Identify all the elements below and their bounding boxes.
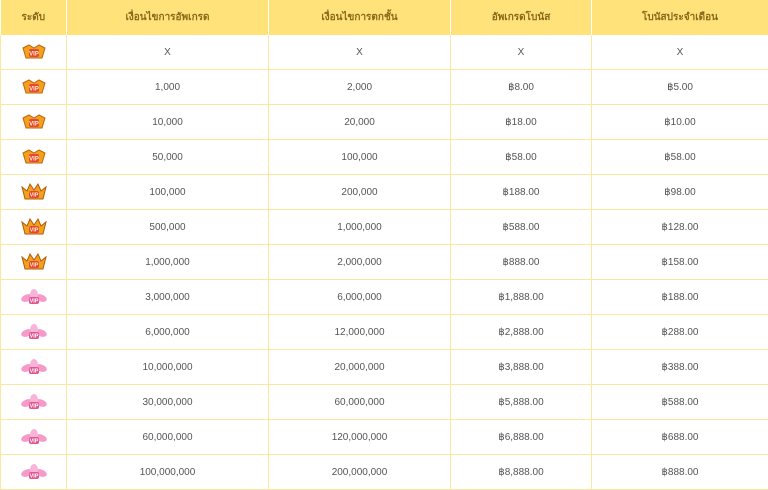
monthly-bonus-cell: ฿128.00 [592,210,768,245]
monthly-bonus-cell: ฿10.00 [592,105,768,140]
level-cell [1,210,67,245]
upgrade-condition-cell: 500,000 [67,210,269,245]
level-cell [1,420,67,455]
svg-text:VIP: VIP [29,369,38,375]
upgrade-condition-cell: 1,000 [67,70,269,105]
table-row [1,455,768,490]
downgrade-condition-cell: X [269,35,451,70]
upgrade-condition-cell: 10,000 [67,105,269,140]
level-cell [1,350,67,385]
upgrade-condition-cell: 100,000,000 [67,455,269,490]
table-row [1,175,768,210]
upgrade-condition-cell: 100,000 [67,175,269,210]
monthly-bonus-cell: ฿688.00 [592,420,768,455]
upgrade-bonus-cell: X [451,35,592,70]
level-cell [1,105,67,140]
lotus-vip-badge-icon [20,357,48,377]
upgrade-condition-cell: X [67,35,269,70]
crown-vip-badge-icon [20,252,48,272]
upgrade-condition-cell: 3,000,000 [67,280,269,315]
level-cell [1,385,67,420]
upgrade-condition-cell: 6,000,000 [67,315,269,350]
table-row [1,385,768,420]
svg-text:VIP: VIP [29,122,39,128]
svg-text:VIP: VIP [29,263,38,269]
upgrade-bonus-cell: ฿3,888.00 [451,350,592,385]
svg-text:VIP: VIP [29,157,39,163]
table-header-row [1,0,768,35]
level-cell [1,315,67,350]
downgrade-condition-cell: 200,000,000 [269,455,451,490]
svg-text:VIP: VIP [29,334,38,340]
monthly-bonus-cell: ฿288.00 [592,315,768,350]
svg-text:VIP: VIP [29,474,38,480]
downgrade-condition-cell: 6,000,000 [269,280,451,315]
monthly-bonus-cell: ฿5.00 [592,70,768,105]
table-row [1,280,768,315]
monthly-bonus-cell: ฿158.00 [592,245,768,280]
downgrade-condition-cell: 20,000,000 [269,350,451,385]
monthly-bonus-cell: ฿188.00 [592,280,768,315]
crown-vip-badge-icon [20,182,48,202]
table-row [1,210,768,245]
table-row [1,105,768,140]
level-cell [1,175,67,210]
upgrade-bonus-cell: ฿188.00 [451,175,592,210]
svg-text:VIP: VIP [29,439,38,445]
lotus-vip-badge-icon [20,322,48,342]
downgrade-condition-cell: 200,000 [269,175,451,210]
crown-vip-badge-icon [20,217,48,237]
header-upgrade-bonus: อัพเกรดโบนัส [451,0,592,35]
svg-text:VIP: VIP [29,299,38,305]
upgrade-bonus-cell: ฿8.00 [451,70,592,105]
downgrade-condition-cell: 2,000 [269,70,451,105]
upgrade-condition-cell: 30,000,000 [67,385,269,420]
upgrade-condition-cell: 10,000,000 [67,350,269,385]
downgrade-condition-cell: 1,000,000 [269,210,451,245]
upgrade-bonus-cell: ฿588.00 [451,210,592,245]
table-row [1,350,768,385]
monthly-bonus-cell: X [592,35,768,70]
gold-vip-badge-icon [20,112,48,132]
svg-text:VIP: VIP [29,52,39,58]
downgrade-condition-cell: 120,000,000 [269,420,451,455]
downgrade-condition-cell: 20,000 [269,105,451,140]
table-row [1,70,768,105]
monthly-bonus-cell: ฿888.00 [592,455,768,490]
lotus-vip-badge-icon [20,462,48,482]
upgrade-bonus-cell: ฿58.00 [451,140,592,175]
table-row [1,35,768,70]
header-upgrade-condition: เงื่อนไขการอัพเกรด [67,0,269,35]
upgrade-condition-cell: 1,000,000 [67,245,269,280]
upgrade-bonus-cell: ฿888.00 [451,245,592,280]
upgrade-condition-cell: 50,000 [67,140,269,175]
table-row [1,420,768,455]
monthly-bonus-cell: ฿388.00 [592,350,768,385]
lotus-vip-badge-icon [20,287,48,307]
level-cell [1,35,67,70]
lotus-vip-badge-icon [20,427,48,447]
upgrade-bonus-cell: ฿2,888.00 [451,315,592,350]
upgrade-bonus-cell: ฿18.00 [451,105,592,140]
gold-vip-badge-icon [20,147,48,167]
gold-vip-badge-icon [20,77,48,97]
svg-text:VIP: VIP [29,87,39,93]
table-row [1,140,768,175]
header-downgrade-condition: เงื่อนไขการตกชั้น [269,0,451,35]
table-body [1,35,768,490]
upgrade-condition-cell: 60,000,000 [67,420,269,455]
header-monthly-bonus: โบนัสประจำเดือน [592,0,768,35]
gold-vip-badge-icon [20,42,48,62]
level-cell [1,280,67,315]
monthly-bonus-cell: ฿588.00 [592,385,768,420]
level-cell [1,140,67,175]
upgrade-bonus-cell: ฿6,888.00 [451,420,592,455]
downgrade-condition-cell: 2,000,000 [269,245,451,280]
table-row [1,245,768,280]
svg-text:VIP: VIP [29,228,38,234]
upgrade-bonus-cell: ฿5,888.00 [451,385,592,420]
level-cell [1,70,67,105]
monthly-bonus-cell: ฿58.00 [592,140,768,175]
downgrade-condition-cell: 60,000,000 [269,385,451,420]
svg-text:VIP: VIP [29,404,38,410]
svg-text:VIP: VIP [29,193,38,199]
lotus-vip-badge-icon [20,392,48,412]
monthly-bonus-cell: ฿98.00 [592,175,768,210]
downgrade-condition-cell: 12,000,000 [269,315,451,350]
level-cell [1,245,67,280]
upgrade-bonus-cell: ฿8,888.00 [451,455,592,490]
upgrade-bonus-cell: ฿1,888.00 [451,280,592,315]
header-level: ระดับ [1,0,67,35]
table-row [1,315,768,350]
level-cell [1,455,67,490]
downgrade-condition-cell: 100,000 [269,140,451,175]
